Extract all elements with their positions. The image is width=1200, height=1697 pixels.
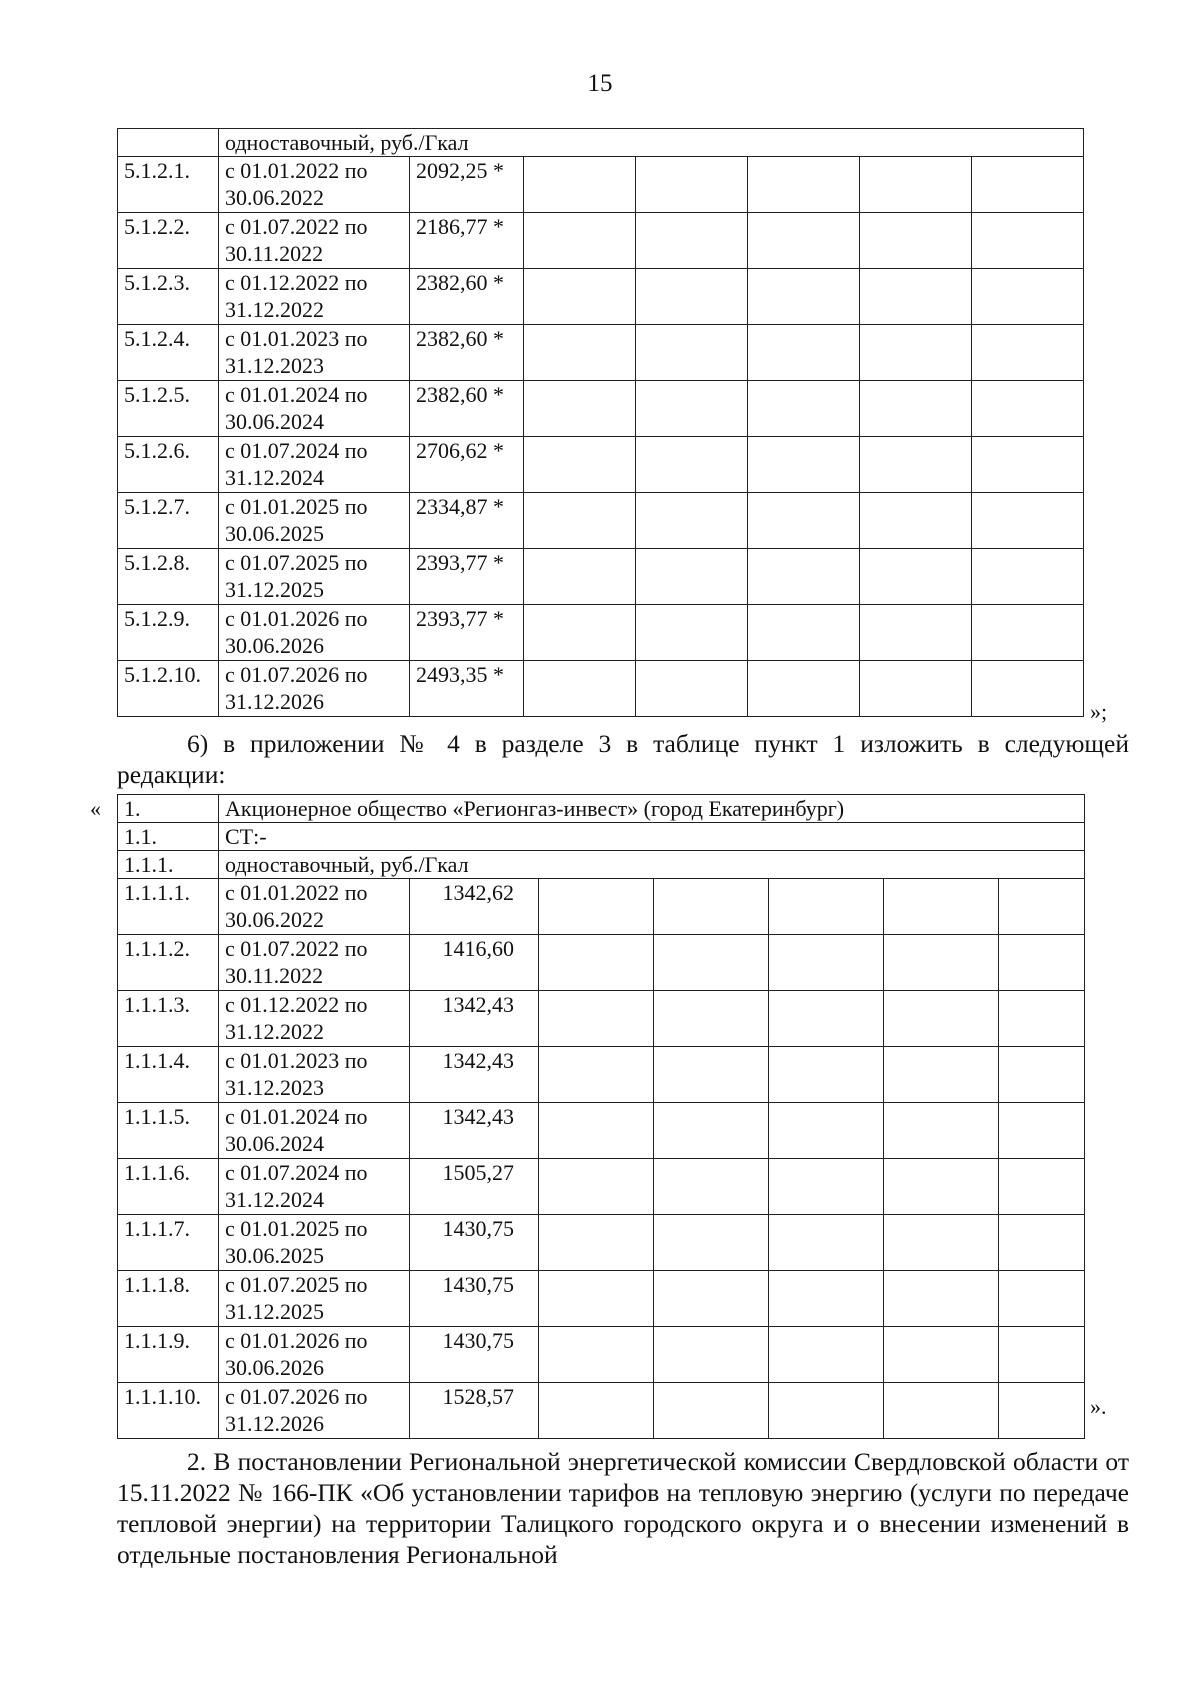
empty-cell — [748, 493, 860, 549]
price-cell: 2393,77 * — [410, 549, 524, 605]
table-row — [118, 1103, 1085, 1159]
empty-cell — [972, 325, 1084, 381]
row-number-cell: 1.1.1.2. — [118, 935, 219, 991]
period-line: 30.11.2022 — [225, 241, 324, 266]
empty-cell — [748, 157, 860, 213]
table-row — [118, 879, 1085, 935]
period-cell — [219, 879, 410, 935]
row-number-cell — [118, 129, 219, 157]
period-line: 30.06.2024 — [225, 1131, 324, 1156]
empty-cell — [972, 661, 1084, 717]
tariff-table-continued — [117, 128, 1084, 717]
empty-cell — [972, 605, 1084, 661]
empty-cell — [539, 1159, 654, 1215]
period-line: с 01.01.2022 по — [225, 880, 368, 905]
empty-cell — [636, 381, 748, 437]
empty-cell — [860, 157, 972, 213]
empty-cell — [972, 269, 1084, 325]
table-row — [118, 851, 1085, 879]
period-line: с 01.12.2022 по — [225, 270, 368, 295]
price-cell: 2382,60 * — [410, 269, 524, 325]
row-number-cell: 5.1.2.8. — [118, 549, 219, 605]
table-row — [118, 1327, 1085, 1383]
period-line: с 01.07.2024 по — [225, 438, 368, 463]
period-cell — [219, 1159, 410, 1215]
empty-cell — [884, 879, 999, 935]
price-cell: 2334,87 * — [410, 493, 524, 549]
period-line: с 01.01.2022 по — [225, 158, 368, 183]
price-cell: 1528,57 — [410, 1383, 539, 1439]
price-cell: 1342,43 — [410, 1047, 539, 1103]
empty-cell — [524, 661, 636, 717]
row-number-cell: 1.1. — [118, 823, 219, 851]
empty-cell — [884, 1327, 999, 1383]
period-line: с 01.07.2022 по — [225, 214, 368, 239]
table-row — [118, 991, 1085, 1047]
period-cell — [219, 437, 410, 493]
period-line: с 01.12.2022 по — [225, 992, 368, 1017]
empty-cell — [524, 157, 636, 213]
empty-cell — [636, 493, 748, 549]
period-cell — [219, 325, 410, 381]
empty-cell — [539, 1215, 654, 1271]
empty-cell — [654, 1159, 769, 1215]
paragraph-6-line-1: 6) в приложении № 4 в разделе 3 в таблице пункт 1 изложить в следующей — [187, 729, 1129, 758]
empty-cell — [860, 493, 972, 549]
price-cell: 2186,77 * — [410, 213, 524, 269]
empty-cell — [539, 879, 654, 935]
row-label-cell: одноставочный, руб./Гкал — [219, 851, 1085, 879]
period-line: 30.06.2022 — [225, 907, 324, 932]
empty-cell — [972, 213, 1084, 269]
empty-cell — [999, 1271, 1085, 1327]
empty-cell — [524, 549, 636, 605]
empty-cell — [884, 935, 999, 991]
period-cell — [219, 549, 410, 605]
empty-cell — [860, 549, 972, 605]
period-cell — [219, 661, 410, 717]
row-number-cell: 1.1.1. — [118, 851, 219, 879]
empty-cell — [884, 991, 999, 1047]
table-row — [118, 935, 1085, 991]
price-cell: 2382,60 * — [410, 381, 524, 437]
empty-cell — [769, 1215, 884, 1271]
empty-cell — [999, 991, 1085, 1047]
period-line: 31.12.2025 — [225, 577, 324, 602]
page-number: 15 — [587, 70, 613, 97]
period-line: 30.06.2024 — [225, 409, 324, 434]
empty-cell — [539, 1327, 654, 1383]
empty-cell — [524, 493, 636, 549]
paragraph-6-line-2: редакции: — [117, 760, 226, 789]
opening-quote-mark: « — [90, 796, 101, 821]
period-cell — [219, 1271, 410, 1327]
empty-cell — [769, 935, 884, 991]
empty-cell — [748, 325, 860, 381]
empty-cell — [999, 1215, 1085, 1271]
empty-cell — [999, 1383, 1085, 1439]
period-cell — [219, 157, 410, 213]
empty-cell — [860, 325, 972, 381]
row-number-cell: 5.1.2.2. — [118, 213, 219, 269]
price-cell: 2382,60 * — [410, 325, 524, 381]
period-line: с 01.07.2022 по — [225, 936, 368, 961]
table-row — [118, 605, 1084, 661]
price-cell: 1342,43 — [410, 1103, 539, 1159]
period-line: 30.06.2025 — [225, 521, 324, 546]
period-cell — [219, 991, 410, 1047]
table-row — [118, 1215, 1085, 1271]
period-line: с 01.01.2026 по — [225, 606, 368, 631]
empty-cell — [860, 605, 972, 661]
row-number-cell: 1.1.1.7. — [118, 1215, 219, 1271]
period-cell — [219, 493, 410, 549]
row-number-cell: 1.1.1.5. — [118, 1103, 219, 1159]
table-row — [118, 325, 1084, 381]
period-line: с 01.01.2024 по — [225, 1104, 368, 1129]
empty-cell — [884, 1215, 999, 1271]
period-cell — [219, 1047, 410, 1103]
empty-cell — [654, 1047, 769, 1103]
period-line: с 01.07.2024 по — [225, 1160, 368, 1185]
table-row — [118, 1047, 1085, 1103]
table-row — [118, 381, 1084, 437]
period-line: с 01.01.2023 по — [225, 1048, 368, 1073]
table-row — [118, 129, 1084, 157]
row-number-cell: 5.1.2.7. — [118, 493, 219, 549]
period-line: 31.12.2026 — [225, 1411, 324, 1436]
row-number-cell: 5.1.2.6. — [118, 437, 219, 493]
empty-cell — [524, 325, 636, 381]
row-number-cell: 1.1.1.8. — [118, 1271, 219, 1327]
empty-cell — [636, 437, 748, 493]
empty-cell — [524, 381, 636, 437]
table-row — [118, 661, 1084, 717]
period-line: 31.12.2026 — [225, 689, 324, 714]
empty-cell — [884, 1271, 999, 1327]
empty-cell — [972, 157, 1084, 213]
empty-cell — [769, 1271, 884, 1327]
empty-cell — [769, 1327, 884, 1383]
empty-cell — [884, 1103, 999, 1159]
empty-cell — [769, 1103, 884, 1159]
empty-cell — [769, 991, 884, 1047]
period-line: 31.12.2022 — [225, 297, 324, 322]
table-row — [118, 157, 1084, 213]
table-row — [118, 213, 1084, 269]
empty-cell — [524, 605, 636, 661]
empty-cell — [636, 157, 748, 213]
empty-cell — [748, 269, 860, 325]
row-number-cell: 1.1.1.10. — [118, 1383, 219, 1439]
period-line: 30.11.2022 — [225, 963, 324, 988]
tariff-table-new-edition — [117, 794, 1085, 1439]
row-number-cell: 1. — [118, 795, 219, 823]
empty-cell — [884, 1047, 999, 1103]
empty-cell — [636, 549, 748, 605]
period-line: 31.12.2024 — [225, 1187, 324, 1212]
empty-cell — [999, 1047, 1085, 1103]
empty-cell — [748, 381, 860, 437]
empty-cell — [860, 437, 972, 493]
empty-cell — [769, 879, 884, 935]
table-row — [118, 823, 1085, 851]
empty-cell — [636, 661, 748, 717]
price-cell: 1416,60 — [410, 935, 539, 991]
row-number-cell: 1.1.1.9. — [118, 1327, 219, 1383]
paragraph-2-text: 2. В постановлении Региональной энергетической комиссии Свердловской области от 15.11.2022 № 166-ПК «Об установлении тарифов на тепловую энергию (услуги по передаче тепловой энергии) на территории Талицкого городского округа и о внесении изменений в отдельные постановления Региональной — [117, 1447, 1129, 1569]
empty-cell — [654, 879, 769, 935]
price-cell: 1430,75 — [410, 1271, 539, 1327]
empty-cell — [860, 661, 972, 717]
row-number-cell: 1.1.1.6. — [118, 1159, 219, 1215]
empty-cell — [884, 1159, 999, 1215]
period-line: 31.12.2025 — [225, 1299, 324, 1324]
empty-cell — [539, 1103, 654, 1159]
empty-cell — [999, 1103, 1085, 1159]
empty-cell — [748, 213, 860, 269]
empty-cell — [539, 1047, 654, 1103]
empty-cell — [524, 437, 636, 493]
empty-cell — [972, 381, 1084, 437]
tariff-type-label: одноставочный, руб./Гкал — [219, 129, 1084, 157]
price-cell: 1342,43 — [410, 991, 539, 1047]
empty-cell — [999, 935, 1085, 991]
empty-cell — [860, 213, 972, 269]
period-cell — [219, 1215, 410, 1271]
price-cell: 2092,25 * — [410, 157, 524, 213]
table-row — [118, 493, 1084, 549]
empty-cell — [748, 661, 860, 717]
period-line: 31.12.2023 — [225, 1075, 324, 1100]
row-label-cell: СТ:- — [219, 823, 1085, 851]
empty-cell — [636, 605, 748, 661]
price-cell: 2493,35 * — [410, 661, 524, 717]
empty-cell — [769, 1047, 884, 1103]
period-line: 31.12.2024 — [225, 465, 324, 490]
period-cell — [219, 935, 410, 991]
period-line: с 01.07.2026 по — [225, 1384, 368, 1409]
empty-cell — [524, 269, 636, 325]
table-row — [118, 795, 1085, 823]
price-cell: 1430,75 — [410, 1215, 539, 1271]
empty-cell — [539, 1271, 654, 1327]
empty-cell — [999, 1327, 1085, 1383]
empty-cell — [654, 991, 769, 1047]
row-number-cell: 5.1.2.10. — [118, 661, 219, 717]
empty-cell — [860, 381, 972, 437]
period-cell — [219, 381, 410, 437]
closing-quote-mark-final: ». — [1090, 1394, 1107, 1419]
period-cell — [219, 269, 410, 325]
empty-cell — [769, 1383, 884, 1439]
row-number-cell: 5.1.2.1. — [118, 157, 219, 213]
empty-cell — [636, 269, 748, 325]
empty-cell — [539, 935, 654, 991]
period-line: с 01.07.2025 по — [225, 550, 368, 575]
row-number-cell: 1.1.1.3. — [118, 991, 219, 1047]
empty-cell — [654, 1103, 769, 1159]
empty-cell — [748, 549, 860, 605]
period-line: с 01.01.2025 по — [225, 494, 368, 519]
empty-cell — [636, 325, 748, 381]
table-row — [118, 437, 1084, 493]
empty-cell — [884, 1383, 999, 1439]
empty-cell — [972, 493, 1084, 549]
period-line: 30.06.2022 — [225, 185, 324, 210]
paragraph-6 — [117, 728, 1129, 790]
period-line: с 01.01.2026 по — [225, 1328, 368, 1353]
period-line: с 01.01.2023 по — [225, 326, 368, 351]
empty-cell — [654, 935, 769, 991]
empty-cell — [769, 1159, 884, 1215]
paragraph-2 — [117, 1446, 1129, 1570]
price-cell: 2393,77 * — [410, 605, 524, 661]
empty-cell — [999, 1159, 1085, 1215]
period-line: с 01.01.2025 по — [225, 1216, 368, 1241]
empty-cell — [748, 605, 860, 661]
empty-cell — [654, 1271, 769, 1327]
empty-cell — [539, 991, 654, 1047]
row-number-cell: 1.1.1.4. — [118, 1047, 219, 1103]
empty-cell — [972, 437, 1084, 493]
empty-cell — [748, 437, 860, 493]
empty-cell — [636, 213, 748, 269]
period-cell — [219, 1383, 410, 1439]
period-line: 30.06.2026 — [225, 1355, 324, 1380]
table-row — [118, 1383, 1085, 1439]
row-number-cell: 1.1.1.1. — [118, 879, 219, 935]
price-cell: 2706,62 * — [410, 437, 524, 493]
period-line: 31.12.2022 — [225, 1019, 324, 1044]
empty-cell — [524, 213, 636, 269]
period-line: с 01.07.2025 по — [225, 1272, 368, 1297]
empty-cell — [654, 1215, 769, 1271]
table-row — [118, 549, 1084, 605]
period-line: 31.12.2023 — [225, 353, 324, 378]
empty-cell — [654, 1327, 769, 1383]
empty-cell — [860, 269, 972, 325]
period-line: с 01.07.2026 по — [225, 662, 368, 687]
closing-quote-mark: »; — [1090, 699, 1108, 724]
row-number-cell: 5.1.2.4. — [118, 325, 219, 381]
period-cell — [219, 1103, 410, 1159]
price-cell: 1505,27 — [410, 1159, 539, 1215]
period-cell — [219, 605, 410, 661]
table-row — [118, 269, 1084, 325]
price-cell: 1430,75 — [410, 1327, 539, 1383]
price-cell: 1342,62 — [410, 879, 539, 935]
row-number-cell: 5.1.2.3. — [118, 269, 219, 325]
period-line: 30.06.2025 — [225, 1243, 324, 1268]
row-number-cell: 5.1.2.5. — [118, 381, 219, 437]
table-row — [118, 1271, 1085, 1327]
period-cell — [219, 213, 410, 269]
period-line: с 01.01.2024 по — [225, 382, 368, 407]
row-number-cell: 5.1.2.9. — [118, 605, 219, 661]
table-row — [118, 1159, 1085, 1215]
period-line: 30.06.2026 — [225, 633, 324, 658]
empty-cell — [972, 549, 1084, 605]
row-label-cell: Акционерное общество «Регионгаз-инвест» (город Екатеринбург) — [219, 795, 1085, 823]
empty-cell — [539, 1383, 654, 1439]
empty-cell — [654, 1383, 769, 1439]
empty-cell — [999, 879, 1085, 935]
period-cell — [219, 1327, 410, 1383]
